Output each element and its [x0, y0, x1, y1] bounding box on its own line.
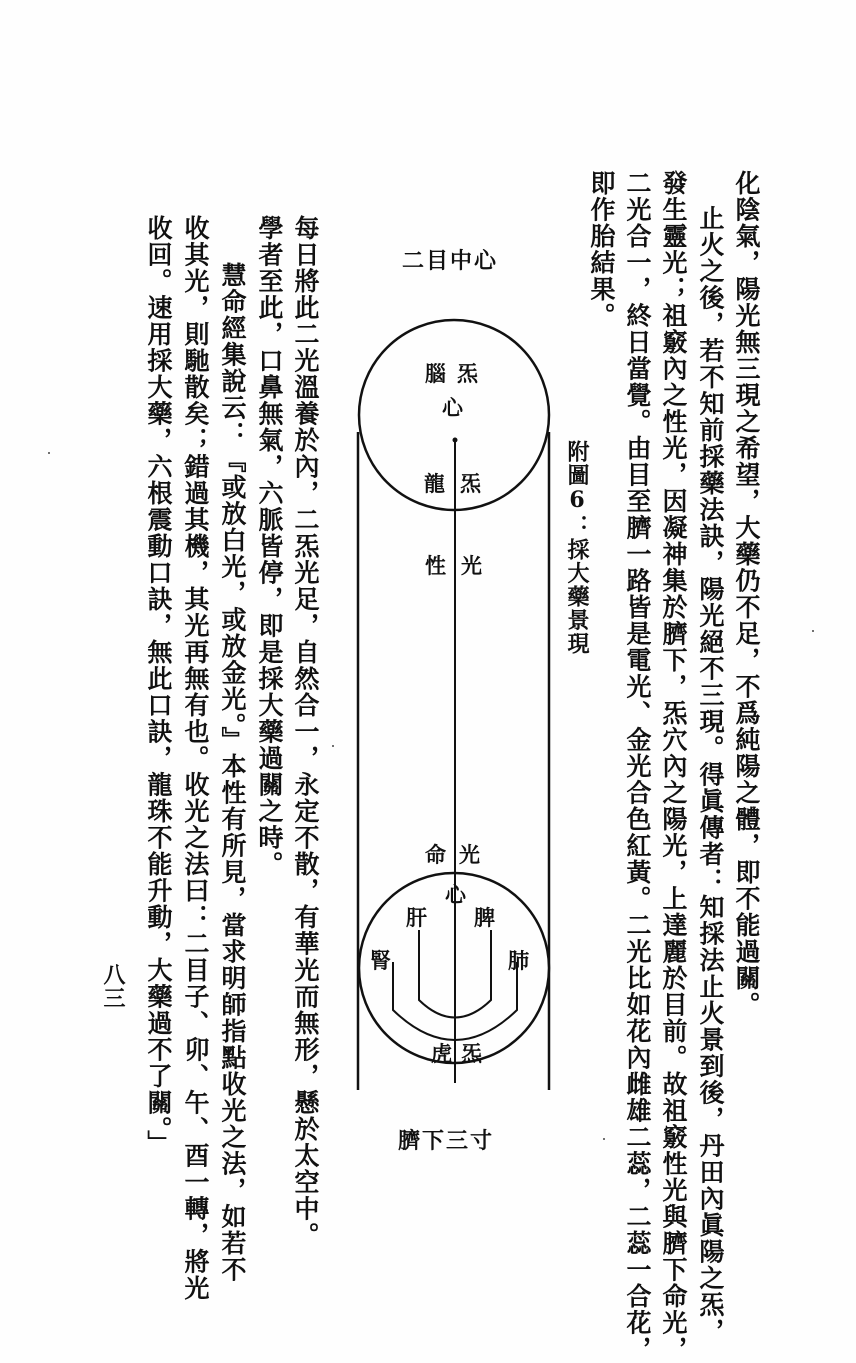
figure-caption: 附圖6：採大藥景現: [564, 440, 590, 656]
label-xin-top: 心: [442, 395, 463, 420]
label-guang-mid: 光: [461, 553, 482, 578]
label-xing: 性: [425, 553, 446, 578]
label-hu: 虎: [431, 1041, 452, 1066]
figure-top-label: 二目中心: [402, 248, 499, 274]
left-text-column-2: 學者至此，口鼻無氣，六脈皆停，即是採大藥過關之時。: [255, 215, 284, 878]
page-number: 八三: [100, 963, 126, 1010]
label-long: 龍: [424, 471, 445, 496]
label-qi-top: 炁: [457, 361, 478, 386]
text-column-5: 即作胎結果。: [587, 170, 616, 329]
text-column-1: 化陰氣，陽光無三現之希望，大藥仍不足，不爲純陽之體，即不能過關。: [732, 170, 761, 1018]
label-qi-low: 炁: [461, 1041, 482, 1066]
label-shen: 腎: [370, 948, 391, 973]
left-text-column-1: 每日將此二光溫養於內，二炁光足，自然合一，永定不散，有華光而無形，懸於太空中。: [291, 215, 320, 1249]
label-pi: 脾: [474, 905, 495, 930]
left-text-column-3: 慧命經集說云：『或放白光，或放金光。』本性有所見，當求明師指點收光之法，如若不: [218, 262, 247, 1283]
left-text-column-5: 收回。速用採大藥，六根震動口訣，無此口訣，龍珠不能升動，大藥過不了關。」: [144, 215, 173, 1157]
text-column-3: 發生靈光；祖竅內之性光，因凝神集於臍下，炁穴內之陽光，上達麗於目前。故祖竅性光與臍下命光，: [659, 170, 688, 1363]
text-column-2: 止火之後，若不知前採藥法訣，陽光絕不三現。得眞傳者：知採法止火景到後，丹田內眞陽之炁，: [696, 205, 725, 1345]
label-xin-low: 心: [445, 882, 466, 907]
label-qi-mid: 炁: [460, 471, 481, 496]
label-gan: 肝: [406, 905, 427, 930]
label-guang-low: 光: [459, 842, 480, 867]
label-fei: 肺: [508, 948, 529, 973]
label-ming: 命: [425, 842, 446, 867]
text-column-4: 二光合一，終日當覺。由目至臍一路皆是電光、金光合色紅黃。二光比如花內雌雄二蕊，二蕊一合花，: [623, 170, 652, 1363]
figure-bottom-label: 臍下三寸: [398, 1128, 495, 1154]
left-text-column-4: 收其光，則馳散矣；錯過其機，其光再無有也。收光之法曰：二目子、卯、午、酉一轉，將光: [181, 215, 210, 1302]
label-nao: 腦: [425, 361, 446, 386]
